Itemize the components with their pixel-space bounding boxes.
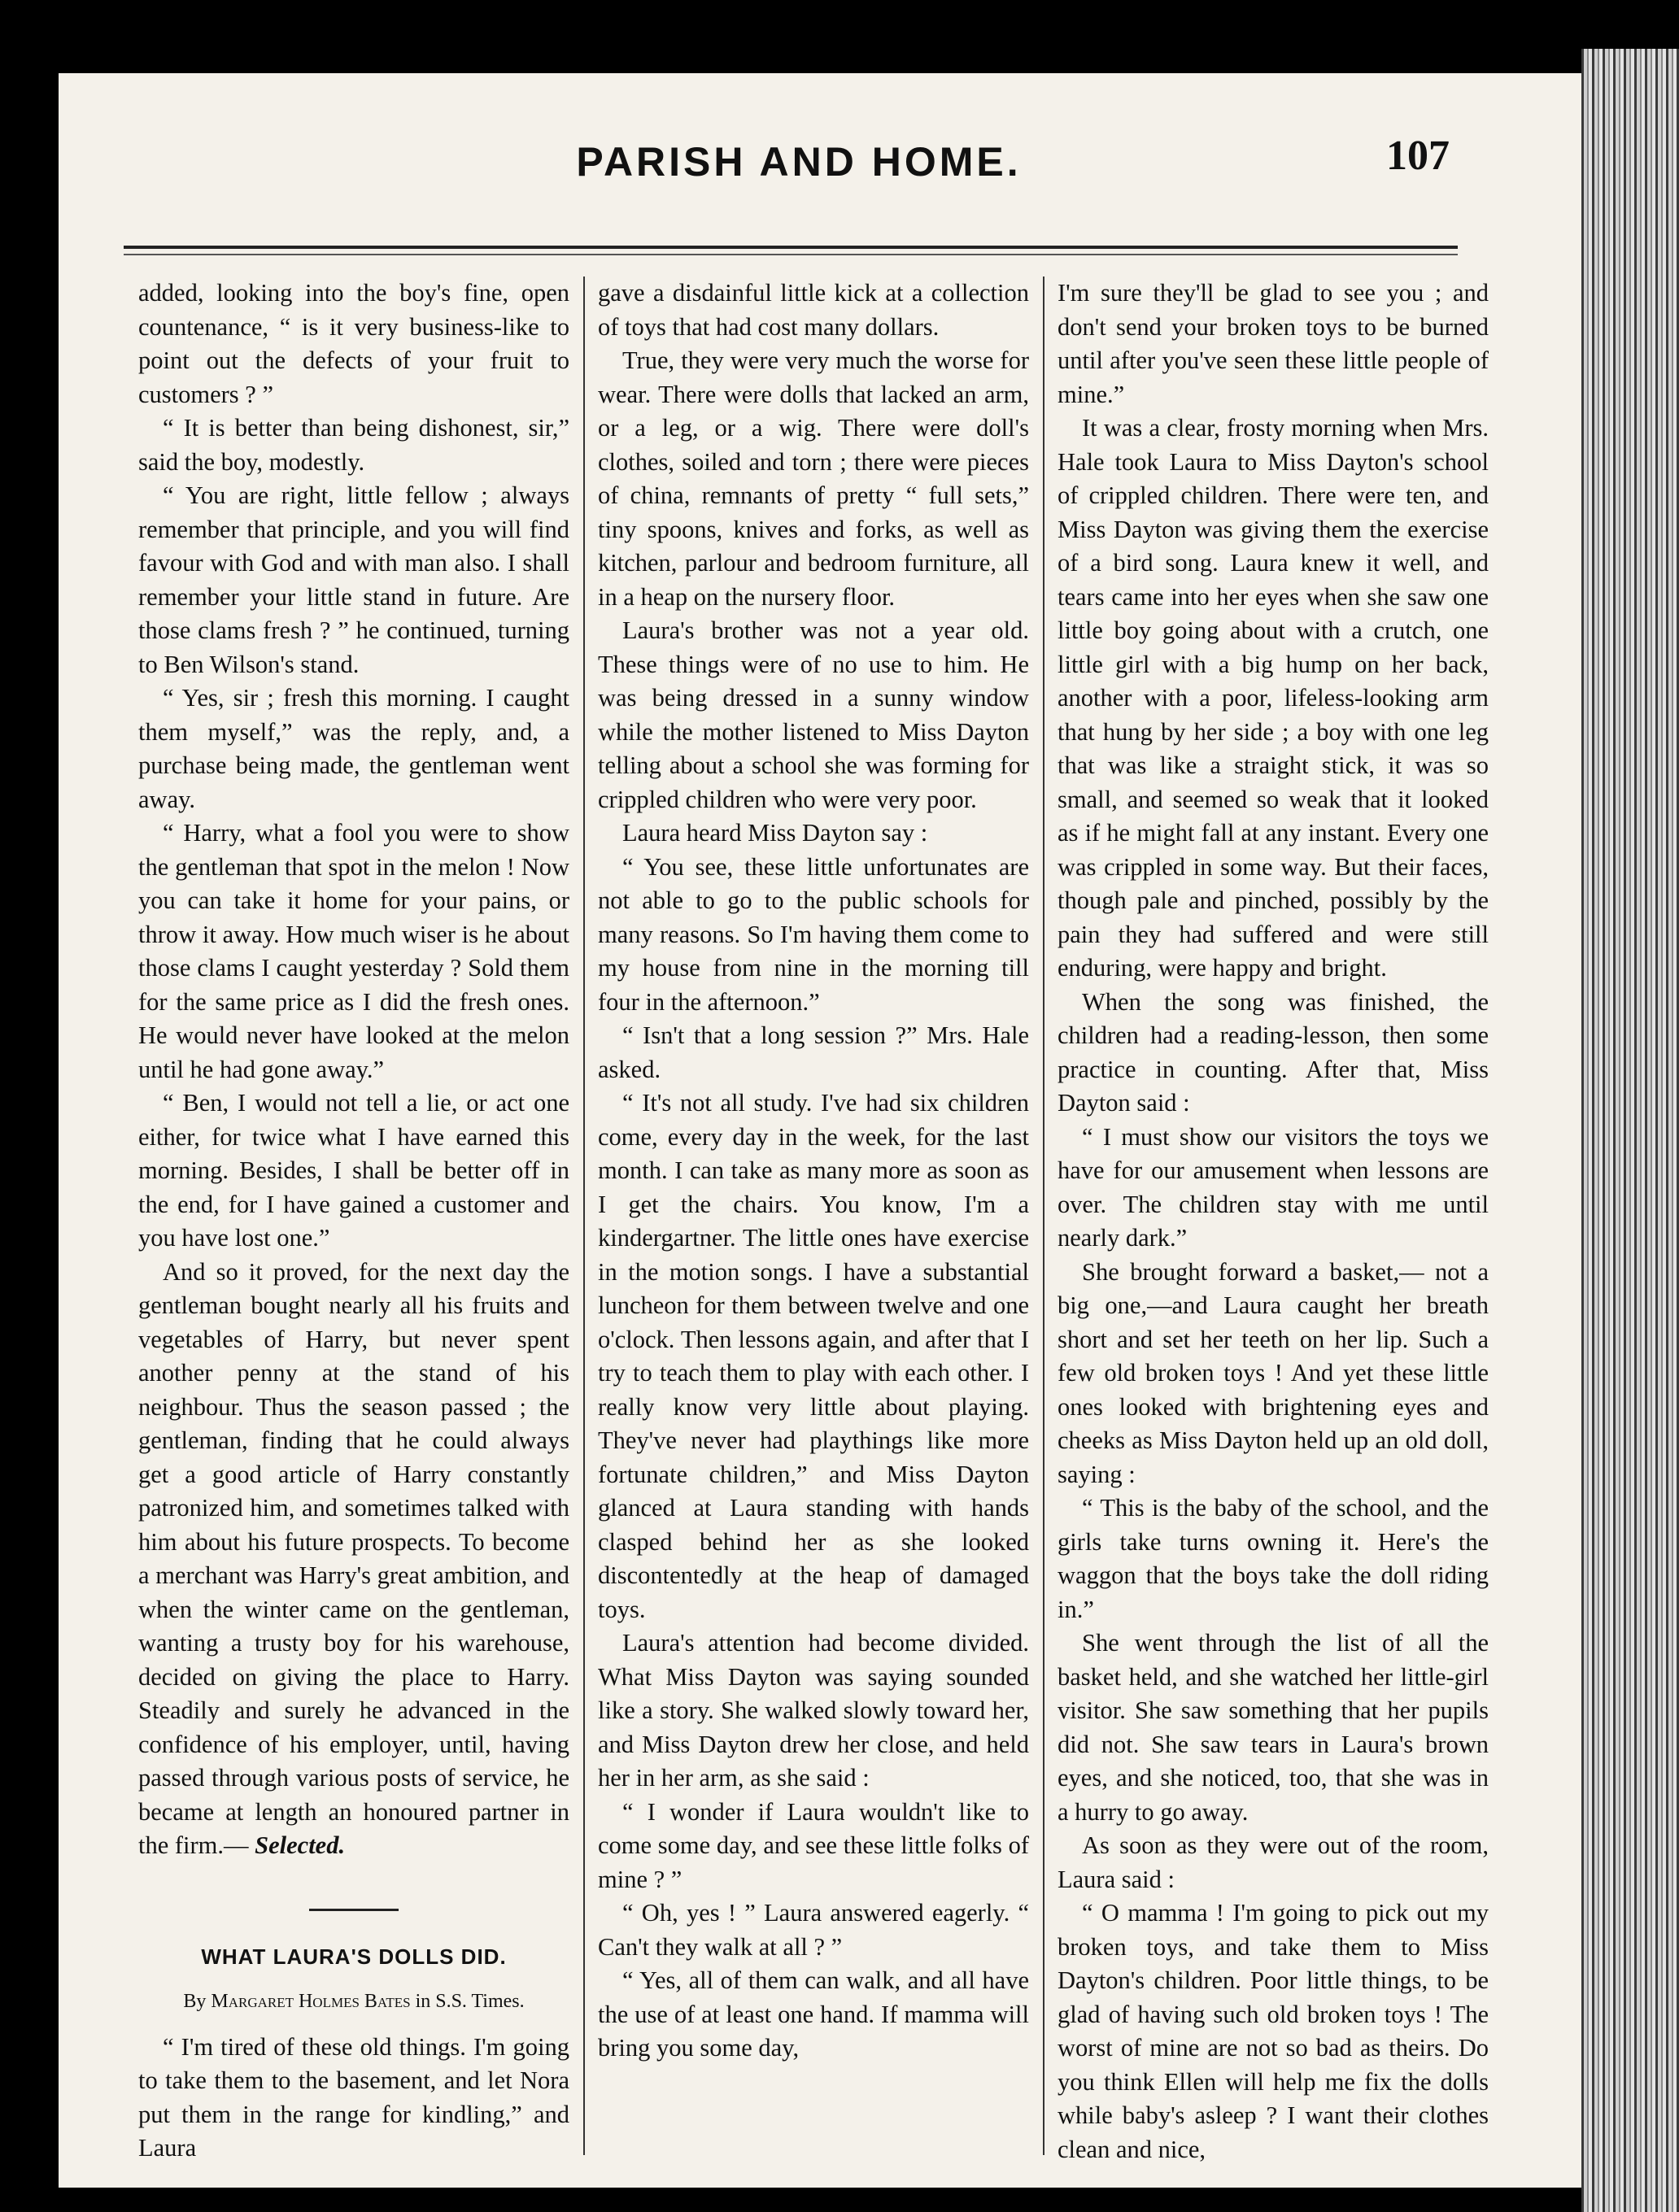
paragraph: “ It is better than being dishonest, sir,” said the boy, modestly.	[138, 414, 569, 476]
paragraph	[138, 1256, 569, 1863]
byline-suffix: in S.S. Times.	[415, 1991, 525, 2012]
page-number: 107	[1386, 133, 1450, 179]
paragraph: “ You see, these little unfortunates are not able to go to the public schools for many reasons. So I'm having them come to my house from nine in the morning till four in the afternoon.”	[598, 852, 1029, 1016]
byline-author: Margaret Holmes Bates	[211, 1991, 411, 2012]
paragraph: “ I must show our visitors the toys we have for our amusement when lessons are over. The children stay with me until nearly dark.”	[1058, 1122, 1489, 1252]
paragraph: “ Harry, what a fool you were to show the gentleman that spot in the melon ! Now you can take it home for your pains, or throw it away. How much wiser is he about those clams I caught yesterday ? Sold them for the same price as I did the fresh ones. He would never have looked at the melon until he had gone away.”	[138, 819, 569, 1083]
book-page	[59, 73, 1581, 2188]
article-heading: WHAT LAURA'S DOLLS DID.	[201, 1944, 507, 1969]
header-rule-thin	[124, 254, 1458, 255]
article-byline	[138, 1985, 569, 2019]
paragraph: True, they were very much the worse for wear. There were dolls that lacked an arm, or a leg, or a wig. There were doll's clothes, soiled and torn ; there were pieces of china, remnants of pretty “ full sets,” tiny spoons, knives and forks, as well as kitchen, parlour and bedroom furniture, all in a heap on the nursery floor.	[598, 346, 1029, 611]
paragraph: Laura's brother was not a year old. These things were of no use to him. He was being dressed in a sunny window while the mother listened to Miss Dayton telling about a school she was forming for crippled children who were very poor.	[598, 616, 1029, 813]
paragraph: “ I'm tired of these old things. I'm going to take them to the basement, and let Nora put them in the range for kindling,” and Laura	[138, 2032, 569, 2162]
paragraph: “ Yes, sir ; fresh this morning. I caught them myself,” was the reply, and, a purchase being made, the gentleman went away.	[138, 684, 569, 813]
column-1	[138, 276, 569, 2163]
paragraph-text: And so it proved, for the next day the gentleman bought nearly all his fruits and vegetables of Harry, but never spent another penny at the stand of his neighbour. Thus the season passed ; the gentleman, finding that he could always get a good article of Harry constantly patronized him, and sometimes talked with him about his future prospects. To become a merchant was Harry's great ambition, and when the winter came on the gentleman, wanting a trusty boy for his warehouse, decided on giving the place to Harry. Steadily and surely he advanced in the confidence of his employer, until, having passed through various posts of service, he became at length an honoured partner in the firm.—	[138, 1257, 569, 1859]
header-rule	[124, 246, 1458, 249]
paragraph: She brought forward a basket,— not a big one,—and Laura caught her breath short and set her teeth on her lip. Such a few old broken toys ! And yet these little ones looked with brightening eyes and cheeks as Miss Dayton held up an old doll, saying :	[1058, 1257, 1489, 1488]
paragraph: “ Yes, all of them can walk, and all have the use of at least one hand. If mamma will bring you some day,	[598, 1966, 1029, 2062]
paragraph: “ This is the baby of the school, and the girls take turns owning it. Here's the waggon that the boys take the doll riding in.”	[1058, 1494, 1489, 1623]
paragraph: “ I wonder if Laura wouldn't like to come some day, and see these little folks of mine ? ”	[598, 1797, 1029, 1893]
source-credit: Selected.	[255, 1831, 346, 1859]
paragraph: added, looking into the boy's fine, open countenance, “ is it very business-like to point out the defects of your fruit to customers ? ”	[138, 279, 569, 408]
book-spine-edge	[1581, 49, 1679, 2212]
byline-prefix: By	[183, 1991, 207, 2012]
paragraph: gave a disdainful little kick at a collection of toys that had cost many dollars.	[598, 279, 1029, 341]
paragraph: When the song was finished, the children had a reading-lesson, then some practice in counting. After that, Miss Dayton said :	[1058, 987, 1489, 1117]
paragraph: I'm sure they'll be glad to see you ; and don't send your broken toys to be burned until after you've seen these little people of mine.”	[1058, 279, 1489, 408]
section-separator	[309, 1909, 399, 1911]
paragraph: “ O mamma ! I'm going to pick out my broken toys, and take them to Miss Dayton's children. Poor little things, to be glad of having such old broken toys ! The worst of mine are not so bad as theirs. Do you think Ellen will help me fix the dolls while baby's asleep ? I want their clothes clean and nice,	[1058, 1899, 1489, 2163]
page-header	[148, 133, 1450, 228]
column-3	[1058, 276, 1489, 2163]
column-2	[598, 276, 1029, 2163]
paragraph: As soon as they were out of the room, Laura said :	[1058, 1831, 1489, 1893]
paragraph: Laura's attention had become divided. What Miss Dayton was saying sounded like a story. She walked slowly toward her, and Miss Dayton drew her close, and held her in her arm, as she said :	[598, 1629, 1029, 1792]
paragraph: “ Ben, I would not tell a lie, or act one either, for twice what I have earned this morning. Besides, I shall be better off in the end, for I have gained a customer and you have lost one.”	[138, 1089, 569, 1252]
paragraph: “ Isn't that a long session ?” Mrs. Hale asked.	[598, 1021, 1029, 1083]
paragraph: It was a clear, frosty morning when Mrs. Hale took Laura to Miss Dayton's school of crippled children. There were ten, and Miss Dayton was giving them the exercise of a bird song. Laura knew it well, and tears came into her eyes when she saw one little boy going about with a crutch, one little girl with a big hump on her back, another with a poor, lifeless-looking arm that hung by her side ; a boy with one leg that was like a straight stick, it was so small, and seemed so weak that it looked as if he might fall at any instant. Every one was crippled in some way. But their faces, though pale and pinched, possibly by the pain they had suffered and were still enduring, were happy and bright.	[1058, 414, 1489, 982]
paragraph: She went through the list of all the basket held, and she watched her little-girl visitor. She saw something that her pupils did not. She saw tears in Laura's brown eyes, and she noticed, too, that she was in a hurry to go away.	[1058, 1629, 1489, 1826]
paragraph: “ Oh, yes ! ” Laura answered eagerly. “ Can't they walk at all ? ”	[598, 1899, 1029, 1961]
paragraph: “ You are right, little fellow ; always remember that principle, and you will find favour with God and with man also. I shall remember your little stand in future. Are those clams fresh ? ” he continued, turning to Ben Wilson's stand.	[138, 481, 569, 678]
paragraph: Laura heard Miss Dayton say :	[622, 819, 928, 847]
column-divider	[583, 276, 585, 2155]
column-divider	[1043, 276, 1044, 2155]
page-title: PARISH AND HOME.	[576, 139, 1022, 185]
paragraph: “ It's not all study. I've had six children come, every day in the week, for the last month. I can take as many more as soon as I get the chairs. You know, I'm a kindergartner. The little ones have exercise in the motion songs. I have a substantial luncheon for them between twelve and one o'clock. Then lessons again, and after that I try to teach them to play with each other. I really know very little about playing. They've never had playthings like more fortunate children,” and Miss Dayton glanced at Laura standing with hands clasped behind her as she looked discontentedly at the heap of damaged toys.	[598, 1089, 1029, 1623]
